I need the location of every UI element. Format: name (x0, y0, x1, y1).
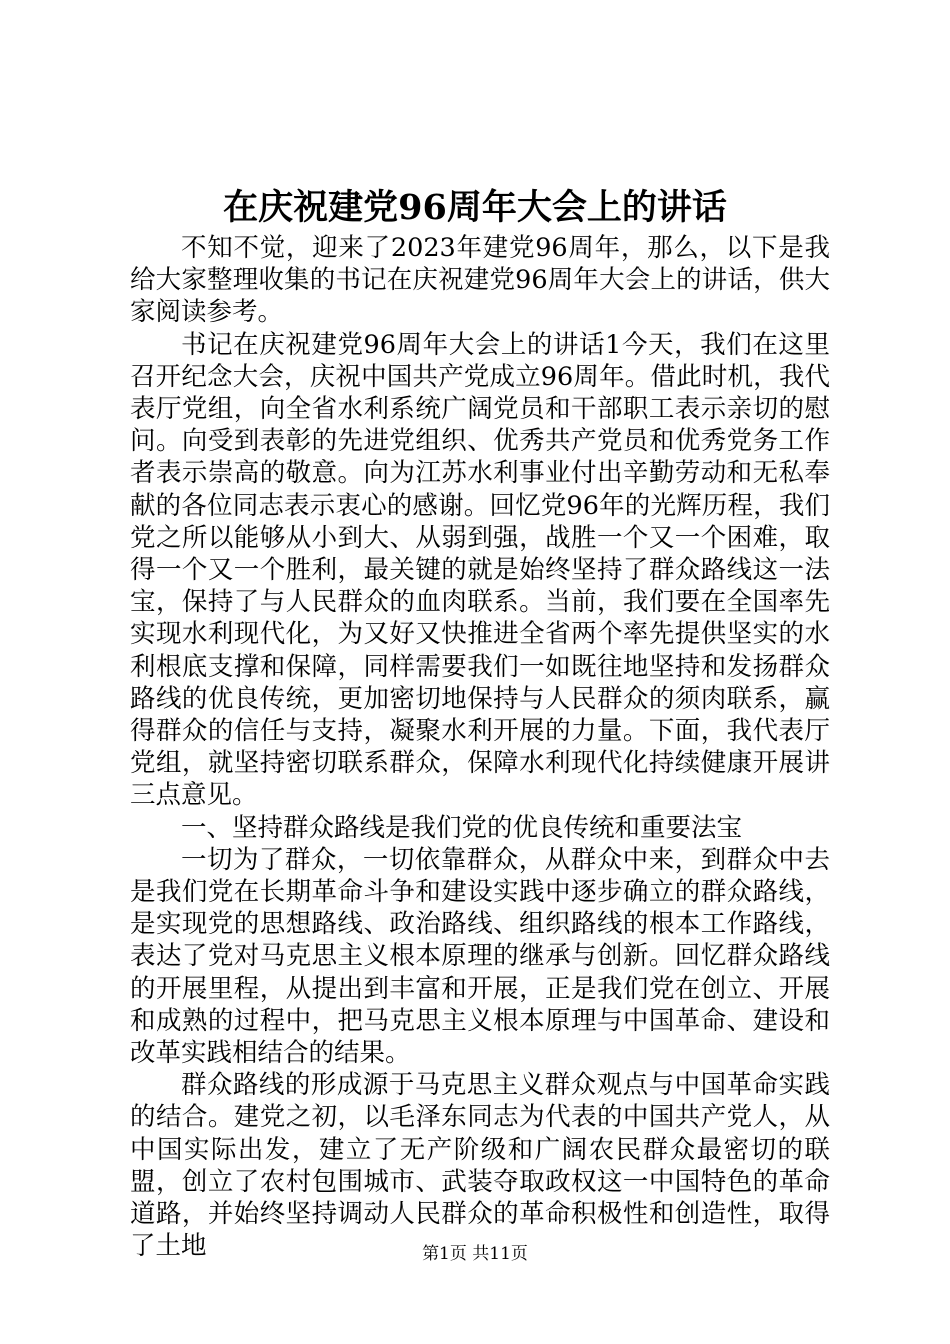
page-footer: 第1页 共11页 (422, 1244, 528, 1264)
paragraph-intro: 不知不觉，迎来了2023年建党96周年，那么，以下是我给大家整理收集的书记在庆祝建党96周年大会上的讲话，供大家阅读参考。 (130, 233, 830, 328)
paragraph-mass-line-origin: 群众路线的形成源于马克思主义群众观点与中国革命实践的结合。建党之初，以毛泽东同志为代表的中国共产党人，从中国实际出发，建立了无产阶级和广阔农民群众最密切的联盟，创立了农村包围城市、武装夺取政权这一中国特色的革命道路，并始终坚持调动人民群众的革命积极性和创造性，取得了土地 (130, 1070, 830, 1262)
paragraph-speech-opening: 书记在庆祝建党96周年大会上的讲话1今天，我们在这里召开纪念大会，庆祝中国共产党成立96周年。借此时机，我代表厅党组，向全省水利系统广阔党员和干部职工表示亲切的慰问。向受到表彰的先进党组织、优秀共产党员和优秀党务工作者表示崇高的敬意。向为江苏水利事业付出辛勤劳动和无私奉献的各位同志表示衷心的感谢。回忆党96年的光辉历程，我们党之所以能够从小到大、从弱到强，战胜一个又一个困难，取得一个又一个胜利，最关键的就是始终坚持了群众路线这一法宝，保持了与人民群众的血肉联系。当前，我们要在全国率先实现水利现代化，为又好又快推进全省两个率先提供坚实的水利根底支撑和保障，同样需要我们一如既往地坚持和发扬群众路线的优良传统，更加密切地保持与人民群众的须肉联系，赢得群众的信任与支持，凝聚水利开展的力量。下面，我代表厅党组，就坚持密切联系群众，保障水利现代化持续健康开展讲三点意见。 (130, 329, 830, 811)
paragraph-mass-line: 一切为了群众，一切依靠群众，从群众中来，到群众中去是我们党在长期革命斗争和建设实践中逐步确立的群众路线，是实现党的思想路线、政治路线、组织路线的根本工作路线，表达了党对马克思主义根本原理的继承与创新。回忆群众路线的开展里程，从提出到丰富和开展，正是我们党在创立、开展和成熟的过程中，把马克思主义根本原理与中国革命、建设和改革实践相结合的结果。 (130, 844, 830, 1069)
document-body (130, 232, 830, 1263)
document-title: 在庆祝建党96周年大会上的讲话 (223, 187, 727, 228)
section-heading-1: 一、坚持群众路线是我们党的优良传统和重要法宝 (181, 812, 743, 843)
